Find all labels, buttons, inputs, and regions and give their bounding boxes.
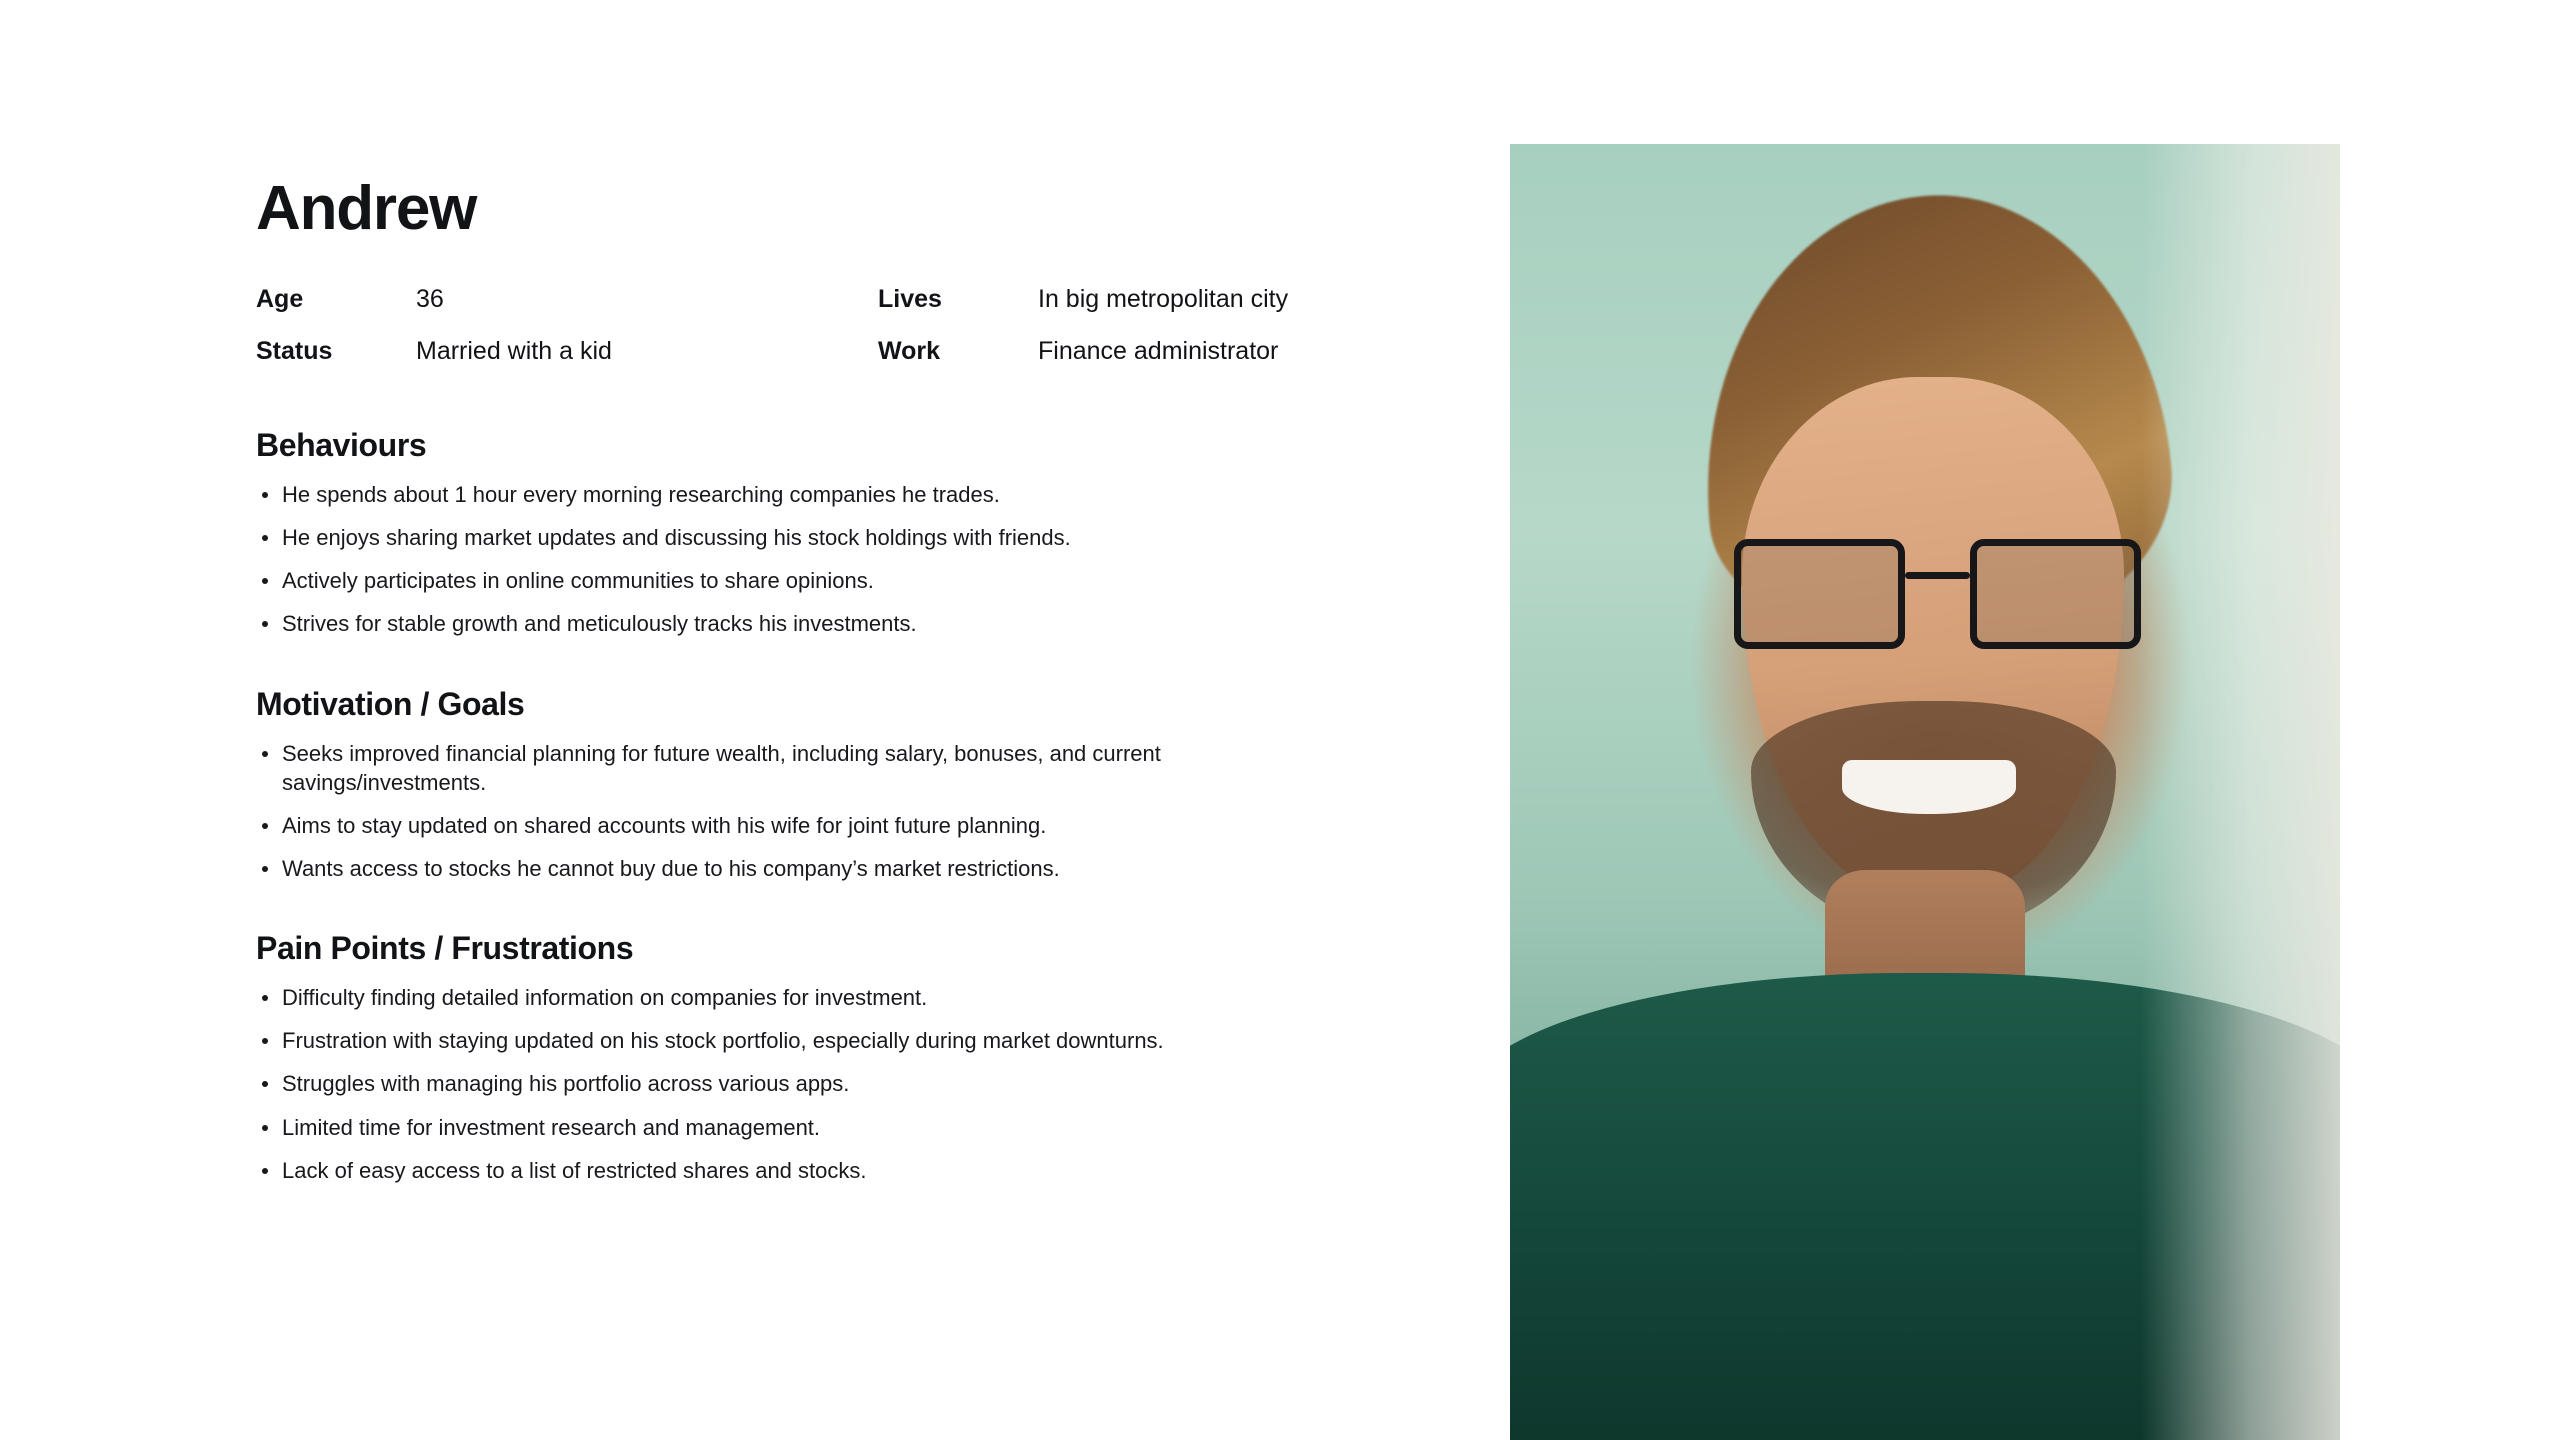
fact-label-age: Age [256, 285, 304, 313]
portrait-image [1510, 144, 2340, 1440]
portrait-smile [1842, 760, 2016, 814]
list-item: Aims to stay updated on shared accounts with his wife for joint future planning. [256, 811, 1256, 840]
page-title: Andrew [256, 174, 477, 243]
behaviours-list [256, 480, 1466, 638]
section-title-motivation-goals: Motivation / Goals [256, 685, 525, 722]
pain-points-list [256, 983, 1466, 1184]
list-item: Difficulty finding detailed information on companies for investment. [256, 983, 1256, 1012]
section-motivation-goals [256, 685, 1466, 884]
persona-content [256, 174, 1466, 1185]
glasses-icon [1734, 539, 2141, 649]
fact-value-work: Finance administrator [1038, 337, 1279, 365]
fact-label-lives: Lives [878, 285, 942, 313]
fact-value-age: 36 [416, 285, 444, 313]
motivation-goals-list [256, 739, 1466, 883]
list-item: Actively participates in online communities to share opinions. [256, 566, 1256, 595]
list-item: Seeks improved financial planning for future wealth, including salary, bonuses, and current savings/investments. [256, 739, 1256, 797]
glasses-lens-left [1734, 539, 1905, 649]
section-behaviours [256, 426, 1466, 639]
list-item: Lack of easy access to a list of restricted shares and stocks. [256, 1156, 1256, 1185]
list-item: Limited time for investment research and management. [256, 1113, 1256, 1142]
list-item: He spends about 1 hour every morning researching companies he trades. [256, 480, 1256, 509]
list-item: He enjoys sharing market updates and discussing his stock holdings with friends. [256, 523, 1256, 552]
fact-value-lives: In big metropolitan city [1038, 285, 1289, 313]
glasses-lens-right [1970, 539, 2141, 649]
list-item: Struggles with managing his portfolio across various apps. [256, 1069, 1256, 1098]
section-title-behaviours: Behaviours [256, 427, 427, 463]
persona-photo [1510, 144, 2340, 1440]
section-title-pain-points: Pain Points / Frustrations [256, 930, 634, 967]
fact-label-status: Status [256, 337, 333, 365]
fact-value-status: Married with a kid [416, 337, 612, 365]
glasses-bridge [1905, 572, 1970, 579]
persona-facts [256, 284, 1466, 366]
list-item: Frustration with staying updated on his stock portfolio, especially during market downturns. [256, 1026, 1256, 1055]
portrait-light-band [2141, 144, 2340, 1440]
list-item: Strives for stable growth and meticulously tracks his investments. [256, 609, 1256, 638]
section-pain-points [256, 929, 1466, 1185]
list-item: Wants access to stocks he cannot buy due to his company’s market restrictions. [256, 854, 1256, 883]
fact-label-work: Work [878, 337, 941, 365]
